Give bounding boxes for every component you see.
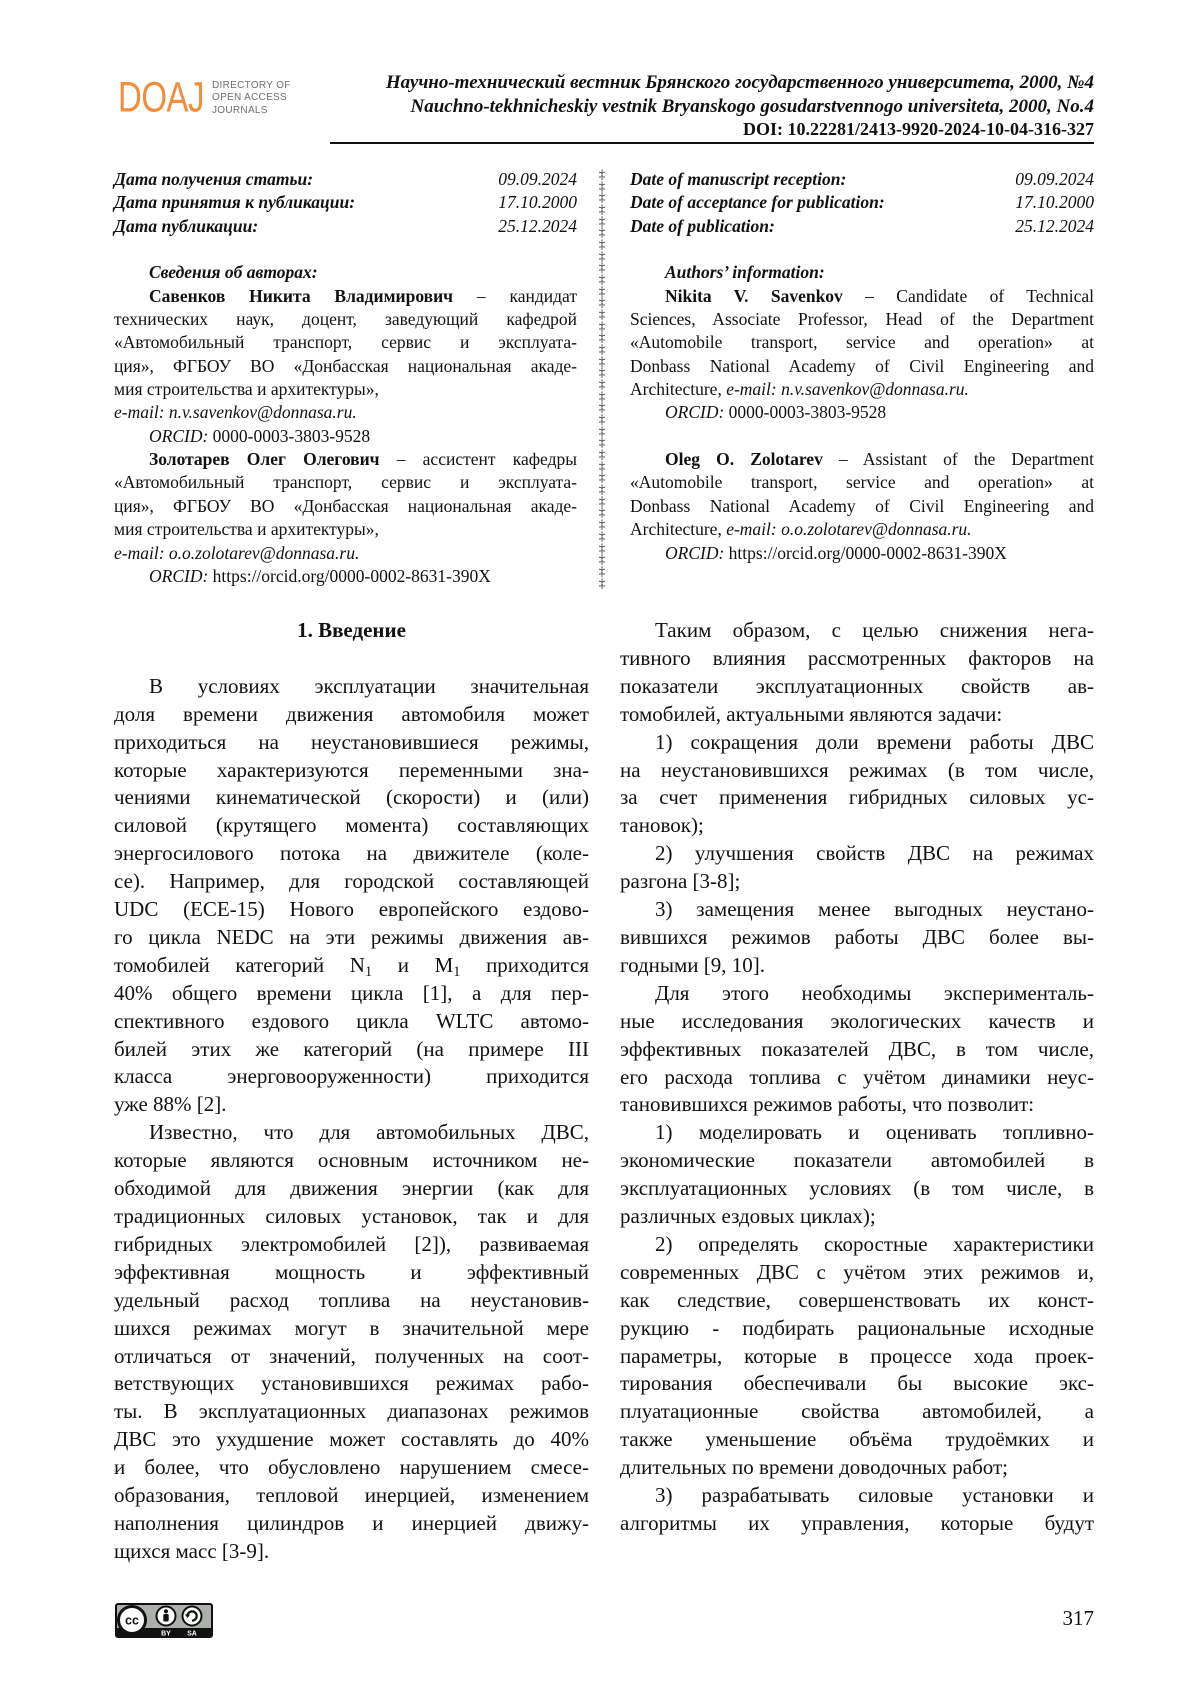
text-line: эффективная мощность и эффективный — [114, 1259, 589, 1284]
blank-line — [630, 238, 1094, 261]
text-line: разгона [3-8]; — [620, 869, 741, 894]
paragraph — [620, 1119, 1094, 1231]
text-line: удельный расход топлива на неустановив- — [114, 1287, 589, 1312]
date-label: Дата принятия к публикации: — [114, 192, 356, 213]
text-line — [114, 952, 589, 980]
authors-info — [630, 285, 1094, 565]
article-metadata-en — [630, 168, 1094, 565]
text-line: показатели эксплуатационных свойств ав- — [620, 673, 1094, 698]
separator-glyph: ‡ — [598, 574, 606, 590]
text-line: «Automobile transport, service and operation» at — [630, 472, 1094, 493]
text-line: щихся масс [3-9]. — [114, 1538, 270, 1563]
journal-title-en: Nauchno-tekhnicheskiy vestnik Bryanskogo gosudarstvennogo universiteta, 2000, No.4 — [410, 95, 1094, 117]
text-line: Donbass National Academy of Civil Engineering and — [630, 495, 1094, 516]
separator-glyph: ‡ — [598, 481, 606, 497]
text-line: Таким образом, с целью снижения нега- — [655, 618, 1094, 642]
separator-glyph: ‡ — [598, 411, 606, 427]
paragraphs — [114, 673, 589, 1566]
sa-label: SA — [187, 1630, 197, 1638]
text-line: Известно, что для автомобильных ДВС, — [149, 1120, 589, 1145]
doaj-logo-line: JOURNALS — [212, 104, 268, 116]
separator-glyph: ‡ — [598, 457, 606, 473]
text-line: 40% общего времени цикла [1], а для пер- — [114, 980, 589, 1005]
doi-link[interactable]: DOI: 10.22281/2413-9920-2024-10-04-316-327 — [743, 119, 1094, 139]
paragraph — [620, 617, 1094, 729]
header-rule — [330, 142, 1094, 144]
text-run: и M — [372, 952, 454, 977]
italic-text: ORCID: — [149, 565, 209, 586]
paragraph — [114, 1119, 589, 1566]
authors-heading: Сведения об авторах: — [149, 262, 318, 283]
separator-glyph: ‡ — [598, 247, 606, 263]
article-metadata-ru — [114, 168, 577, 588]
text-line — [630, 542, 1094, 565]
text-line: Sciences, Associate Professor, Head of the Department — [630, 309, 1094, 330]
date-value: 09.09.2024 — [498, 169, 577, 189]
date-row-accepted — [114, 191, 577, 214]
text-line: алгоритмы их управления, которые будут — [620, 1511, 1094, 1535]
text-line: ция», ФГБОУ ВО «Донбасская национальная акаде- — [114, 495, 577, 516]
date-row-received — [630, 168, 1094, 191]
date-row-published — [630, 215, 1094, 238]
text-run: – кандидат — [453, 285, 577, 306]
separator-glyph: ‡ — [598, 259, 606, 275]
text-line: доля времени движения автомобиля может — [114, 701, 589, 726]
date-value: 09.09.2024 — [1015, 169, 1094, 189]
text-run: https://orcid.org/0000-0002-8631-390X — [724, 542, 1007, 563]
paragraph — [620, 729, 1094, 841]
text-line: билей этих же категорий (на примере III — [114, 1036, 589, 1061]
text-line: 2) определять скоростные характеристики — [655, 1231, 1094, 1256]
separator-glyph: ‡ — [598, 317, 606, 333]
text-line — [630, 518, 1094, 541]
text-line: энергосилового потока на движителе (коле- — [114, 841, 589, 866]
paragraph — [620, 840, 1094, 896]
by-label: BY — [161, 1630, 171, 1638]
text-line — [114, 448, 577, 471]
text-line — [114, 285, 577, 308]
person-body — [163, 1614, 168, 1622]
text-run: – ассистент кафедры — [379, 449, 577, 470]
text-line — [114, 425, 577, 448]
text-line — [114, 542, 577, 565]
text-line: образования, тепловой инерцией, изменением — [114, 1483, 589, 1508]
text-line: чениями кинематической (скорости) и (или) — [114, 785, 589, 810]
text-line: на неустановившихся режимах (в том числе, — [620, 757, 1094, 782]
italic-text: e-mail: n.v.savenkov@donnasa.ru. — [726, 379, 969, 400]
separator-glyph: ‡ — [598, 492, 606, 508]
share-alike-icon — [183, 1607, 202, 1626]
separator-glyph: ‡ — [598, 224, 606, 240]
paragraph — [620, 980, 1094, 1120]
text-line: современных ДВС с учётом этих режимов и, — [620, 1259, 1094, 1284]
separator-glyph: ‡ — [598, 201, 606, 217]
cc-by-sa-license-badge[interactable] — [115, 1603, 213, 1638]
separator-glyph: ‡ — [598, 504, 606, 520]
italic-text: e-mail: o.o.zolotarev@donnasa.ru. — [726, 519, 972, 540]
text-line: «Automobile transport, service and operation» at — [630, 332, 1094, 353]
text-line: класса энерговооруженности) приходится — [114, 1064, 589, 1089]
separator-glyph: ‡ — [598, 562, 606, 578]
italic-text: ORCID: — [665, 542, 725, 563]
blank-line — [630, 425, 1094, 448]
journal-title-ru: Научно-технический вестник Брянского государственного университета, 2000, №4 — [385, 72, 1094, 93]
separator-glyph: ‡ — [598, 212, 606, 228]
text-line — [114, 565, 577, 588]
text-run: 0000-0003-3803-9528 — [724, 402, 887, 423]
separator-glyph: ‡ — [598, 469, 606, 485]
date-value: 25.12.2024 — [498, 215, 577, 236]
date-label: Date of manuscript reception: — [630, 169, 847, 189]
separator-glyph: ‡ — [598, 341, 606, 357]
text-line: «Автомобильный транспорт, сервис и эксплуата- — [114, 332, 577, 353]
text-line: ветствующих установившихся режимах рабо- — [114, 1371, 589, 1396]
text-line: тановившихся режимов работы, что позволит: — [620, 1092, 1035, 1117]
blank-line — [114, 645, 589, 673]
text-line: мия строительства и архитектуры», — [114, 519, 379, 540]
text-run: Architecture, — [630, 519, 727, 540]
date-value: 17.10.2000 — [498, 192, 577, 213]
text-line — [114, 401, 577, 424]
separator-glyph: ‡ — [598, 434, 606, 450]
text-line — [630, 448, 1094, 471]
separator-glyph: ‡ — [598, 306, 606, 322]
separator-glyph: ‡ — [598, 329, 606, 345]
text-line: экономические показатели автомобилей в — [620, 1148, 1094, 1173]
text-line: се). Например, для городской составляющей — [114, 869, 589, 894]
separator-glyph: ‡ — [598, 527, 606, 543]
bold-text: Золотарев Олег Олегович — [149, 449, 380, 470]
date-row-published — [114, 215, 577, 238]
text-line: 3) разрабатывать силовые установки и — [655, 1483, 1094, 1508]
blank-line — [114, 238, 577, 261]
separator-glyph: ‡ — [598, 282, 606, 298]
text-line: «Автомобильный транспорт, сервис и эксплуата- — [114, 472, 577, 493]
separator-glyph: ‡ — [598, 516, 606, 532]
text-line: приходиться на неустановившиеся режимы, — [114, 729, 589, 754]
text-line: UDC (ECE-15) Нового европейского ездово- — [114, 897, 589, 922]
text-line: 3) замещения менее выгодных неустано- — [655, 897, 1094, 922]
text-line: Для этого необходимы эксперименталь- — [655, 980, 1094, 1005]
date-row-accepted — [630, 191, 1094, 214]
text-line: Donbass National Academy of Civil Engineering and — [630, 355, 1094, 376]
authors-info — [114, 285, 577, 588]
doaj-logo-caption[interactable] — [212, 80, 291, 117]
date-label: Дата публикации: — [114, 215, 259, 236]
separator-glyph: ‡ — [598, 399, 606, 415]
text-line: тивного влияния рассмотренных факторов на — [620, 645, 1094, 670]
column-separator — [595, 168, 609, 588]
body-column-right — [620, 617, 1094, 1538]
separator-glyph: ‡ — [598, 387, 606, 403]
text-line: его расхода топлива с учётом динамики неус- — [620, 1064, 1094, 1089]
italic-text: ORCID: — [665, 402, 725, 423]
text-line: за счет применения гибридных силовых ус- — [620, 785, 1094, 810]
text-line: рукцию - подбирать рациональные исходные — [620, 1315, 1094, 1340]
text-run: – Candidate of Technical — [842, 285, 1094, 306]
separator-glyph: ‡ — [598, 539, 606, 555]
paragraph — [620, 896, 1094, 980]
italic-text: e-mail: n.v.savenkov@donnasa.ru. — [114, 402, 357, 423]
separator-glyph: ‡ — [598, 236, 606, 252]
text-line: 1) сокращения доли времени работы ДВС — [655, 729, 1094, 754]
text-run: Architecture, — [630, 379, 727, 400]
section-title: 1. Введение — [297, 618, 406, 642]
paragraph — [620, 1482, 1094, 1538]
paragraph — [114, 673, 589, 1120]
text-line: силовой (крутящего момента) составляющих — [114, 813, 589, 838]
text-line: томобилей, актуальными являются задачи: — [620, 701, 1003, 726]
text-run: приходится — [460, 952, 589, 977]
text-line: ные исследования экологических качеств и — [620, 1008, 1094, 1033]
date-value: 25.12.2024 — [1015, 215, 1094, 236]
text-run: томобилей категорий N — [114, 952, 365, 977]
date-label: Date of acceptance for publication: — [630, 192, 885, 213]
text-line: уже 88% [2]. — [114, 1092, 227, 1117]
text-line: и более, что обусловлено нарушением смесе- — [114, 1455, 589, 1480]
text-line: наполнения цилиндров и инерцией движу- — [114, 1510, 589, 1535]
text-line: плуатационные свойства автомобилей, а — [620, 1399, 1094, 1424]
italic-text: ORCID: — [149, 425, 209, 446]
person-head — [164, 1609, 168, 1613]
text-line: 2) улучшения свойств ДВС на режимах — [655, 841, 1094, 866]
separator-glyph: ‡ — [598, 177, 606, 193]
text-line — [630, 378, 1094, 401]
authors-heading: Authors’ information: — [665, 262, 825, 283]
bold-text: Савенков Никита Владимирович — [149, 285, 454, 306]
doaj-logo-mark[interactable]: DOAJ — [118, 72, 205, 121]
separator-glyph: ‡ — [598, 422, 606, 438]
separator-glyph: ‡ — [598, 446, 606, 462]
italic-text: e-mail: o.o.zolotarev@donnasa.ru. — [114, 542, 360, 563]
date-value: 17.10.2000 — [1015, 192, 1094, 213]
date-row-received — [114, 168, 577, 191]
separator-glyph: ‡ — [598, 166, 606, 181]
text-run: 0000-0003-3803-9528 — [208, 425, 371, 446]
separator-glyph: ‡ — [598, 352, 606, 368]
doaj-logo-line: DIRECTORY OF — [212, 80, 291, 91]
date-label: Дата получения статьи: — [114, 169, 314, 189]
separator-glyph: ‡ — [598, 271, 606, 287]
text-line: шихся режимах могут в значительной мере — [114, 1315, 589, 1340]
text-line: ция», ФГБОУ ВО «Донбасская национальная акаде- — [114, 355, 577, 376]
text-line: тановок); — [620, 813, 704, 838]
separator-glyph: ‡ — [598, 376, 606, 392]
text-line: отличаться от значений, полученных на соот- — [114, 1343, 589, 1368]
text-line: годными [9, 10]. — [620, 952, 766, 977]
body-column-left — [114, 617, 589, 1566]
cc-icon-label: cc — [125, 1613, 139, 1628]
bold-text: Oleg O. Zolotarev — [665, 449, 823, 470]
text-line: как следствие, совершенствовать их конст- — [620, 1287, 1094, 1312]
text-line: эксплуатационных условиях (в том числе, в — [620, 1176, 1094, 1201]
text-line: различных ездовых циклах); — [620, 1204, 876, 1229]
bold-text: Nikita V. Savenkov — [665, 285, 843, 306]
text-line: го цикла NEDC на эти режимы движения ав- — [114, 924, 589, 949]
text-line: также уменьшение объёма трудоёмких и — [620, 1427, 1094, 1452]
separator-glyph: ‡ — [598, 551, 606, 567]
journal-header — [294, 71, 1094, 142]
text-run: – Assistant of the Department — [822, 449, 1094, 470]
separator-glyph: ‡ — [598, 294, 606, 310]
text-line: вившихся режимов работы ДВС более вы- — [620, 924, 1094, 949]
text-line: гибридных электромобилей [2]), развиваемая — [114, 1231, 589, 1256]
text-line: ты. В эксплуатационных диапазонах режимов — [114, 1399, 589, 1424]
date-label: Date of publication: — [630, 215, 775, 236]
text-line: спективного ездового цикла WLTC автомо- — [114, 1008, 589, 1033]
paragraphs — [620, 617, 1094, 1538]
text-line: В условиях эксплуатации значительная — [149, 673, 589, 698]
text-line — [630, 285, 1094, 308]
text-line: ДВС это ухудшение может составлять до 40% — [114, 1427, 589, 1452]
text-line: мия строительства и архитектуры», — [114, 379, 379, 400]
subscript-text: 1 — [453, 963, 461, 980]
separator-glyph: ‡ — [598, 189, 606, 205]
text-line: эффективных показателей ДВС, в том числе, — [620, 1036, 1094, 1061]
separator-glyph: ‡ — [598, 364, 606, 380]
text-run: https://orcid.org/0000-0002-8631-390X — [208, 565, 491, 586]
text-line: традиционных силовых установок, так и для — [114, 1204, 589, 1229]
text-line: параметры, которые в процессе хода проек- — [620, 1343, 1094, 1368]
text-line: 1) моделировать и оценивать топливно- — [655, 1120, 1094, 1145]
text-line: которые являются основным источником не- — [114, 1148, 589, 1173]
text-line: которые характеризуются переменными зна- — [114, 757, 589, 782]
text-line — [630, 401, 1094, 424]
page-number: 317 — [1062, 1606, 1094, 1630]
text-line: обходимой для движения энергии (как для — [114, 1176, 589, 1201]
doaj-logo-line: OPEN ACCESS — [212, 92, 287, 104]
subscript-text: 1 — [364, 963, 373, 980]
text-line: длительных по времени доводочных работ; — [620, 1455, 1009, 1480]
text-line: тирования обеспечивали бы высокие экс- — [620, 1371, 1094, 1396]
text-line: технических наук, доцент, заведующий кафедрой — [114, 309, 577, 330]
paragraph — [620, 1231, 1094, 1482]
